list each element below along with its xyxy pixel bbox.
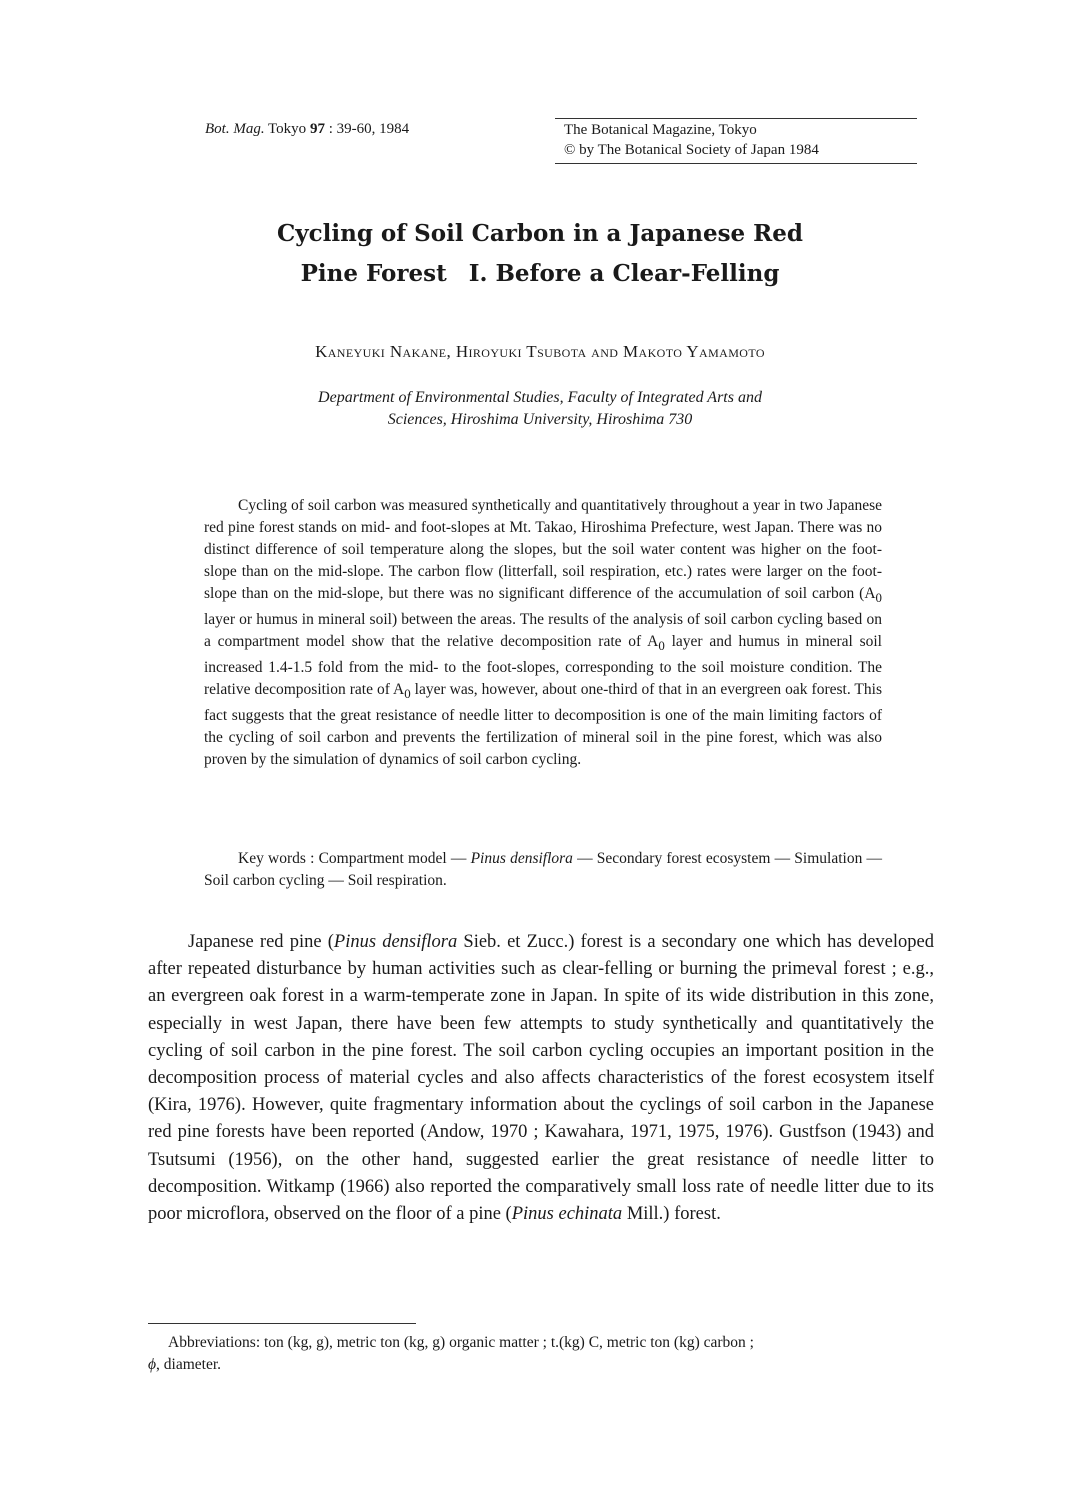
journal-city: Tokyo — [264, 121, 310, 137]
title-line-1: Cycling of Soil Carbon in a Japanese Red — [276, 220, 804, 247]
publisher-box — [555, 118, 917, 164]
abstract-text-4: layer was, however, about one-third of that in an evergreen oak forest. This fact suggests that the great resistance of needle litter to decomposition is one of the main limiting factors of the cycling of soil carbon and prevents the fertilization of mineral soil in the pine forest, which was also proven by the simulation of dynamics of soil carbon cycling. — [204, 681, 882, 769]
journal-name: Bot. Mag. — [205, 121, 265, 137]
species-name: Pinus echinata — [511, 1204, 623, 1225]
paper-title — [140, 214, 940, 294]
keywords — [204, 848, 882, 892]
phi-symbol: ϕ — [148, 1356, 157, 1373]
journal-pages-year: : 39-60, 1984 — [324, 121, 410, 137]
abstract-text-1: Cycling of soil carbon was measured synthetically and quantitatively throughout a year in two Japanese red pine forest stands on mid- and foot-slopes at Mt. Takao, Hiroshima Prefecture, west Japan. There was no distinct difference of soil temperature along the slopes, but the soil water content was higher on the foot-slope than on the mid-slope. The carbon flow (litterfall, soil respiration, etc.) rates were larger on the foot-slope than on the mid-slope, but there was no significant difference of the accumulation of soil carbon (A — [204, 497, 882, 602]
keywords-species: Pinus densiflora — [470, 850, 573, 867]
keywords-label: Key words : — [238, 850, 319, 867]
affiliation-line-2: Sciences, Hiroshima University, Hiroshima 730 — [387, 411, 693, 428]
subscript: 0 — [658, 638, 665, 654]
journal-volume: 97 — [309, 121, 325, 137]
affiliation-line-1: Department of Environmental Studies, Faculty of Integrated Arts and — [318, 389, 762, 406]
footnote-text-2: , diameter. — [156, 1356, 222, 1373]
body-text-3: Mill.) forest. — [622, 1204, 721, 1225]
body-text-1: Japanese red pine ( — [188, 932, 334, 952]
footnote-text-1: Abbreviations: ton (kg, g), metric ton (kg, g) organic matter ; t.(kg) C, metric ton (kg) carbon ; — [168, 1334, 754, 1351]
introduction-paragraph — [148, 929, 934, 1228]
keywords-text-2: — Secondary forest ecosystem — Simulation — Soil carbon cycling — Soil respiration. — [204, 850, 882, 889]
subscript: 0 — [875, 590, 882, 606]
title-line-2-part: I. Before a Clear-Felling — [468, 260, 780, 287]
abstract-text-2: layer or humus in mineral soil) between the areas. The results of the analysis of soil carbon cycling based on a compartment model show that the relative decomposition rate of A — [204, 611, 882, 651]
species-name: Pinus densiflora — [333, 932, 458, 952]
footnote-rule — [148, 1323, 416, 1324]
publisher-line-2: © by The Botanical Society of Japan 1984 — [564, 142, 819, 158]
publisher-line-1: The Botanical Magazine, Tokyo — [564, 122, 757, 138]
affiliation — [240, 387, 840, 431]
abstract-text-3: layer and humus in mineral soil increased 1.4-1.5 fold from the mid- to the foot-slopes, corresponding to the soil moisture condition. The relative decomposition rate of A — [204, 633, 882, 699]
abstract — [204, 495, 882, 771]
abbreviations-footnote — [148, 1332, 934, 1376]
author-list: Kaneyuki Nakane, Hiroyuki Tsubota and Makoto Yamamoto — [315, 342, 765, 361]
subscript: 0 — [404, 686, 411, 702]
journal-citation — [205, 121, 409, 138]
body-text-2: Sieb. et Zucc.) forest is a secondary one which has developed after repeated disturbance by human activities such as clear-felling or burning the primeval forest ; e.g., an evergreen oak forest in a warm-temperate zone in Japan. In spite of its wide distribution in this zone, especially in west Japan, there have been few attempts to study synthetically and quantitatively the cycling of soil carbon in the pine forest. The soil carbon cycling occupies an important position in the decomposition process of material cycles and also affects characteristics of the forest ecosystem itself (Kira, 1976). However, quite fragmentary information about the cyclings of soil carbon in the Japanese red pine forests have been reported (Andow, 1970 ; Kawahara, 1971, 1975, 1976). Gustfson (1943) and Tsutsumi (1956), on the other hand, suggested earlier the great resistance of needle litter to decomposition. Witkamp (1966) also reported the comparatively small loss rate of needle litter due to its poor microflora, observed on the floor of a pine ( — [148, 932, 934, 1225]
keywords-text-1: Compartment model — — [318, 850, 471, 867]
title-line-2 — [140, 254, 940, 294]
title-line-2-main: Pine Forest — [300, 260, 447, 287]
